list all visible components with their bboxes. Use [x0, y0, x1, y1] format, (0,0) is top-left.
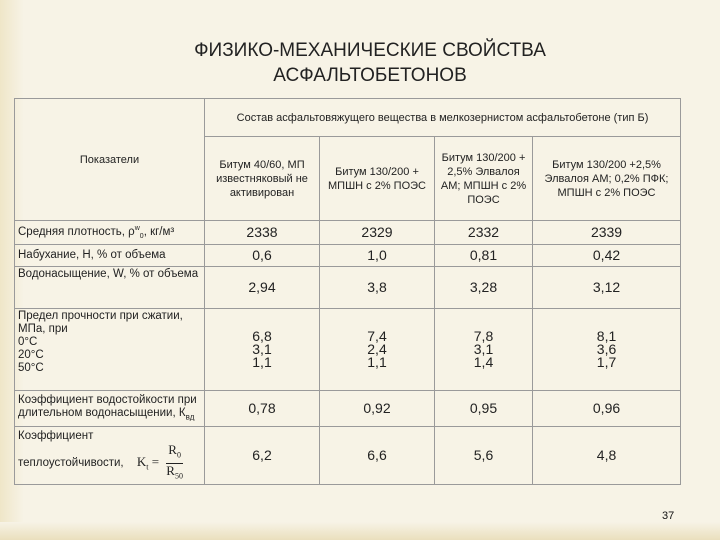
strength-label: Предел прочности при сжатии, МПа, при [18, 310, 183, 336]
indicators-header: Показатели [79, 153, 140, 166]
page-bottom-decoration [0, 522, 720, 540]
table-cell: 6,2 [205, 427, 320, 485]
table-cell: 2339 [533, 221, 681, 245]
formula-denominator [166, 464, 183, 484]
column-header-2 [320, 137, 435, 221]
table-cell: 3,12 [533, 267, 681, 309]
table-row-density [15, 221, 681, 245]
title-line-1: ФИЗИКО-МЕХАНИЧЕСКИЕ СВОЙСТВА [194, 40, 546, 61]
cell-value: 7,4 [367, 328, 387, 345]
table-cell: 2,94 [205, 267, 320, 309]
cell-value: 3,1 [252, 341, 272, 358]
density-label-unit: , кг/м³ [143, 225, 175, 238]
denominator-symbol: R [166, 462, 175, 478]
slide-title [120, 38, 620, 88]
column-header-4-text: Битум 130/200 +2,5% Элвалоя АМ; 0,2% ПФК; МПШН с 2% ПОЭС [544, 158, 669, 199]
properties-table [14, 98, 681, 485]
table-row-compressive-strength [15, 309, 681, 391]
table-cell [435, 309, 533, 391]
table-cell: 5,6 [435, 427, 533, 485]
table-cell: 0,78 [205, 391, 320, 427]
column-header-3-text: Битум 130/200 + 2,5% Элвалоя АМ; МПШН с 2% ПОЭС [440, 151, 527, 206]
density-label: Средняя плотность, ρ [18, 225, 135, 238]
row-label-compressive-strength [15, 309, 205, 391]
density-label-sub: 0 [139, 233, 144, 241]
group-header: Состав асфальтовяжущего вещества в мелкозернистом асфальтобетоне (тип Б) [236, 111, 649, 124]
cell-value: 3,1 [473, 341, 494, 358]
water-resistance-label: Коэффициент водостойкости при длительном водонасыщении, К [18, 393, 197, 419]
formula-lhs-sub: t [146, 462, 149, 472]
row-label-water-resistance [15, 391, 205, 427]
cell-value: 7,8 [473, 328, 494, 345]
cell-value: 1,4 [473, 354, 494, 371]
temperature-20: 20°С [18, 349, 44, 362]
column-header-2-text: Битум 130/200 + МПШН с 2% ПОЭС [328, 165, 426, 192]
table-row-water-resistance [15, 391, 681, 427]
cell-value: 1,1 [367, 354, 387, 371]
table-cell: 0,96 [533, 391, 681, 427]
row-label-swelling: Набухание, Н, % от объема [15, 245, 205, 267]
water-resistance-sub: вд [185, 412, 195, 422]
row-label-water-saturation: Водонасыщение, W, % от объема [15, 267, 205, 309]
table-cell: 0,95 [435, 391, 533, 427]
cell-value: 8,1 [596, 328, 617, 345]
table-cell: 0,6 [205, 245, 320, 267]
numerator-symbol: R [168, 442, 177, 458]
row-label-heat-resistance [15, 427, 205, 485]
table-cell [533, 309, 681, 391]
table-cell: 6,6 [320, 427, 435, 485]
table-cell: 0,92 [320, 391, 435, 427]
table-cell: 1,0 [320, 245, 435, 267]
table-cell: 2332 [435, 221, 533, 245]
heat-resistance-formula [137, 443, 183, 483]
column-header-1-text: Битум 40/60, МП известняковый не активирован [216, 158, 308, 199]
heat-resistance-label: Коэффициент теплоустойчивости, [18, 430, 124, 470]
indicators-header-cell [15, 99, 205, 221]
row-label-density [15, 221, 205, 245]
table-cell: 2338 [205, 221, 320, 245]
cell-value: 3,6 [596, 341, 617, 358]
density-label-sup: w [134, 225, 140, 232]
page-number: 37 [662, 510, 675, 522]
table-row-heat-resistance [15, 427, 681, 485]
temperature-50: 50°С [18, 362, 44, 375]
column-header-3 [435, 137, 533, 221]
table-cell: 0,42 [533, 245, 681, 267]
formula-equals: = [151, 454, 160, 470]
column-header-4 [533, 137, 681, 221]
numerator-sub: 0 [176, 450, 181, 460]
table-row-swelling [15, 245, 681, 267]
table-cell: 0,81 [435, 245, 533, 267]
cell-value: 1,7 [596, 354, 617, 371]
table-cell [320, 309, 435, 391]
cell-value: 6,8 [252, 328, 272, 345]
table-cell [205, 309, 320, 391]
column-header-1 [205, 137, 320, 221]
cell-value: 1,1 [252, 354, 272, 371]
table-cell: 4,8 [533, 427, 681, 485]
table-cell: 3,28 [435, 267, 533, 309]
table-cell: 2329 [320, 221, 435, 245]
table-cell: 3,8 [320, 267, 435, 309]
denominator-sub: 50 [174, 471, 183, 481]
formula-fraction [166, 443, 183, 483]
formula-lhs: K [136, 454, 147, 470]
cell-value: 2,4 [367, 341, 387, 358]
temperature-0: 0°С [18, 336, 38, 349]
title-line-2: АСФАЛЬТОБЕТОНОВ [273, 65, 467, 86]
table-row-water-saturation [15, 267, 681, 309]
group-header-cell [205, 99, 681, 137]
formula-numerator [166, 443, 183, 464]
